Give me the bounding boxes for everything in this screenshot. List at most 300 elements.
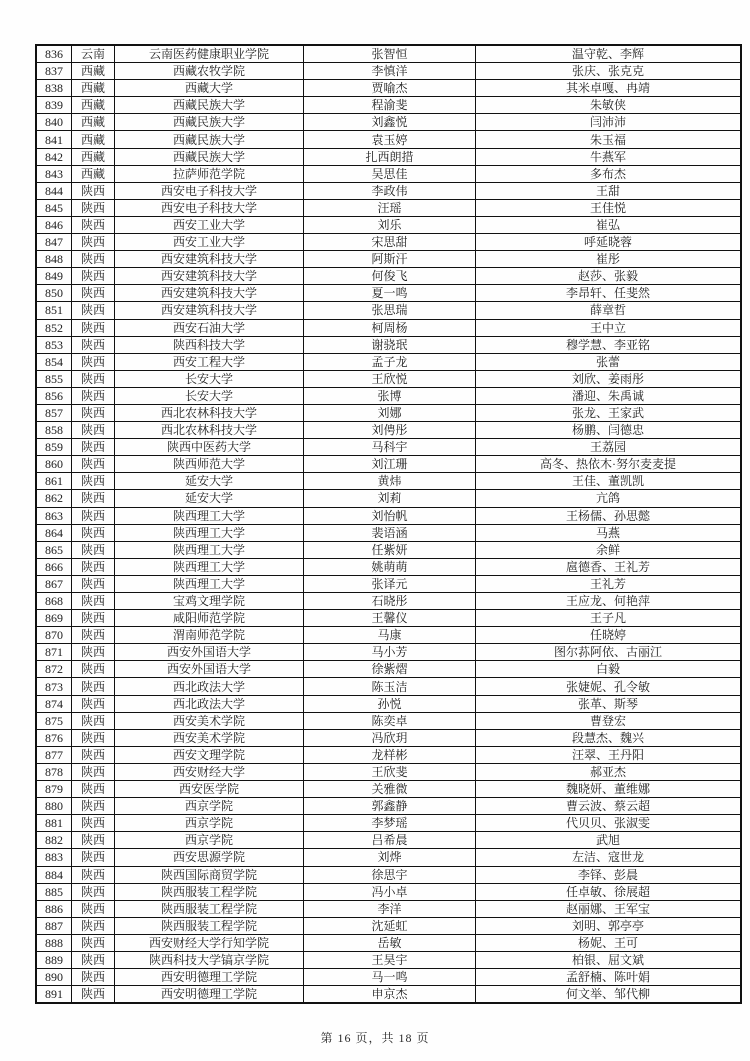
cell-university: 陕西理工大学 bbox=[115, 507, 304, 524]
cell-advisors: 段慧杰、魏兴 bbox=[476, 729, 742, 746]
table-row bbox=[36, 473, 741, 490]
cell-province: 陕西 bbox=[72, 815, 115, 832]
table-row bbox=[36, 746, 741, 763]
cell-university: 西安建筑科技大学 bbox=[115, 268, 304, 285]
cell-index: 855 bbox=[36, 370, 72, 387]
cell-province: 陕西 bbox=[72, 541, 115, 558]
award-list-table bbox=[35, 44, 742, 1004]
cell-index: 886 bbox=[36, 900, 72, 917]
cell-province: 陕西 bbox=[72, 456, 115, 473]
table-row bbox=[36, 866, 741, 883]
cell-student: 贾喻杰 bbox=[304, 80, 476, 97]
cell-university: 西安外国语大学 bbox=[115, 644, 304, 661]
cell-student: 王昊宇 bbox=[304, 951, 476, 968]
cell-advisors: 魏晓妍、董维娜 bbox=[476, 781, 742, 798]
cell-university: 西藏民族大学 bbox=[115, 131, 304, 148]
cell-student: 冯欣玥 bbox=[304, 729, 476, 746]
cell-university: 西北政法大学 bbox=[115, 678, 304, 695]
cell-student: 黄炜 bbox=[304, 473, 476, 490]
table-row bbox=[36, 558, 741, 575]
cell-advisors: 穆学慧、李亚铭 bbox=[476, 336, 742, 353]
cell-index: 879 bbox=[36, 781, 72, 798]
cell-index: 837 bbox=[36, 63, 72, 80]
cell-index: 839 bbox=[36, 97, 72, 114]
cell-province: 西藏 bbox=[72, 63, 115, 80]
cell-province: 陕西 bbox=[72, 763, 115, 780]
cell-index: 888 bbox=[36, 934, 72, 951]
cell-university: 延安大学 bbox=[115, 490, 304, 507]
cell-province: 陕西 bbox=[72, 319, 115, 336]
cell-advisors: 王荔园 bbox=[476, 439, 742, 456]
cell-advisors: 其米卓嘎、冉靖 bbox=[476, 80, 742, 97]
cell-advisors: 闫沛沛 bbox=[476, 114, 742, 131]
cell-student: 孙悦 bbox=[304, 695, 476, 712]
cell-province: 陕西 bbox=[72, 524, 115, 541]
cell-university: 西安石油大学 bbox=[115, 319, 304, 336]
cell-university: 西京学院 bbox=[115, 815, 304, 832]
cell-province: 陕西 bbox=[72, 182, 115, 199]
cell-university: 西安建筑科技大学 bbox=[115, 302, 304, 319]
cell-university: 西安电子科技大学 bbox=[115, 199, 304, 216]
cell-university: 陕西理工大学 bbox=[115, 541, 304, 558]
cell-province: 陕西 bbox=[72, 593, 115, 610]
table-row bbox=[36, 832, 741, 849]
cell-index: 862 bbox=[36, 490, 72, 507]
cell-advisors: 潘迎、朱禹诚 bbox=[476, 387, 742, 404]
cell-student: 袁玉婷 bbox=[304, 131, 476, 148]
cell-province: 西藏 bbox=[72, 97, 115, 114]
cell-student: 张智恒 bbox=[304, 45, 476, 63]
cell-province: 陕西 bbox=[72, 627, 115, 644]
cell-province: 陕西 bbox=[72, 661, 115, 678]
cell-student: 张思瑞 bbox=[304, 302, 476, 319]
cell-student: 吕希晨 bbox=[304, 832, 476, 849]
cell-student: 徐思宇 bbox=[304, 866, 476, 883]
cell-index: 843 bbox=[36, 165, 72, 182]
cell-student: 扎西朗措 bbox=[304, 148, 476, 165]
cell-student: 姚萌萌 bbox=[304, 558, 476, 575]
cell-index: 890 bbox=[36, 969, 72, 986]
cell-province: 陕西 bbox=[72, 268, 115, 285]
table-row bbox=[36, 986, 741, 1004]
cell-province: 陕西 bbox=[72, 251, 115, 268]
cell-university: 云南医药健康职业学院 bbox=[115, 45, 304, 63]
table-row bbox=[36, 216, 741, 233]
table-row bbox=[36, 781, 741, 798]
table-row bbox=[36, 268, 741, 285]
table-row bbox=[36, 661, 741, 678]
table-row bbox=[36, 610, 741, 627]
cell-index: 887 bbox=[36, 917, 72, 934]
cell-advisors: 王礼芳 bbox=[476, 575, 742, 592]
cell-index: 864 bbox=[36, 524, 72, 541]
cell-student: 陈玉洁 bbox=[304, 678, 476, 695]
cell-university: 西北政法大学 bbox=[115, 695, 304, 712]
cell-university: 西京学院 bbox=[115, 832, 304, 849]
cell-index: 881 bbox=[36, 815, 72, 832]
cell-university: 西安美术学院 bbox=[115, 729, 304, 746]
cell-advisors: 赵莎、张毅 bbox=[476, 268, 742, 285]
cell-university: 陕西理工大学 bbox=[115, 575, 304, 592]
cell-advisors: 多布杰 bbox=[476, 165, 742, 182]
cell-index: 883 bbox=[36, 849, 72, 866]
cell-advisors: 扈德香、王礼芳 bbox=[476, 558, 742, 575]
cell-advisors: 张庆、张克克 bbox=[476, 63, 742, 80]
table-row bbox=[36, 456, 741, 473]
cell-student: 阿斯汗 bbox=[304, 251, 476, 268]
cell-student: 任紫妍 bbox=[304, 541, 476, 558]
cell-advisors: 高冬、热依木·努尔麦麦提 bbox=[476, 456, 742, 473]
cell-advisors: 何文举、邹代柳 bbox=[476, 986, 742, 1004]
table-row bbox=[36, 234, 741, 251]
table-row bbox=[36, 849, 741, 866]
cell-province: 陕西 bbox=[72, 370, 115, 387]
table-row bbox=[36, 900, 741, 917]
cell-student: 柯周杨 bbox=[304, 319, 476, 336]
cell-university: 西安明德理工学院 bbox=[115, 986, 304, 1004]
cell-university: 陕西中医药大学 bbox=[115, 439, 304, 456]
cell-advisors: 张蕾 bbox=[476, 353, 742, 370]
cell-student: 王欣斐 bbox=[304, 763, 476, 780]
cell-advisors: 崔彤 bbox=[476, 251, 742, 268]
table-row bbox=[36, 575, 741, 592]
cell-province: 陕西 bbox=[72, 473, 115, 490]
cell-advisors: 呼延晓蓉 bbox=[476, 234, 742, 251]
cell-university: 陕西理工大学 bbox=[115, 558, 304, 575]
cell-university: 长安大学 bbox=[115, 370, 304, 387]
table-row bbox=[36, 627, 741, 644]
table-row bbox=[36, 917, 741, 934]
table-row bbox=[36, 336, 741, 353]
table-row bbox=[36, 45, 741, 63]
cell-student: 刘烨 bbox=[304, 849, 476, 866]
cell-index: 851 bbox=[36, 302, 72, 319]
cell-province: 陕西 bbox=[72, 336, 115, 353]
table-row bbox=[36, 541, 741, 558]
cell-university: 陕西服装工程学院 bbox=[115, 900, 304, 917]
cell-province: 陕西 bbox=[72, 917, 115, 934]
table-row bbox=[36, 148, 741, 165]
cell-university: 西藏民族大学 bbox=[115, 97, 304, 114]
cell-advisors: 温守乾、李辉 bbox=[476, 45, 742, 63]
table-row bbox=[36, 370, 741, 387]
cell-student: 刘俜彤 bbox=[304, 422, 476, 439]
cell-index: 882 bbox=[36, 832, 72, 849]
cell-province: 陕西 bbox=[72, 900, 115, 917]
cell-index: 842 bbox=[36, 148, 72, 165]
cell-university: 西藏民族大学 bbox=[115, 114, 304, 131]
cell-index: 841 bbox=[36, 131, 72, 148]
cell-advisors: 刘明、郭亭亭 bbox=[476, 917, 742, 934]
cell-index: 871 bbox=[36, 644, 72, 661]
cell-university: 西北农林科技大学 bbox=[115, 404, 304, 421]
cell-province: 陕西 bbox=[72, 866, 115, 883]
cell-province: 陕西 bbox=[72, 558, 115, 575]
cell-advisors: 王应龙、何艳萍 bbox=[476, 593, 742, 610]
cell-index: 873 bbox=[36, 678, 72, 695]
cell-university: 长安大学 bbox=[115, 387, 304, 404]
cell-advisors: 余鲜 bbox=[476, 541, 742, 558]
cell-student: 程渝斐 bbox=[304, 97, 476, 114]
cell-university: 西安医学院 bbox=[115, 781, 304, 798]
cell-advisors: 武旭 bbox=[476, 832, 742, 849]
cell-advisors: 王子凡 bbox=[476, 610, 742, 627]
cell-university: 西安工业大学 bbox=[115, 216, 304, 233]
table-row bbox=[36, 165, 741, 182]
cell-province: 云南 bbox=[72, 45, 115, 63]
cell-advisors: 郝亚杰 bbox=[476, 763, 742, 780]
cell-advisors: 任卓敏、徐展超 bbox=[476, 883, 742, 900]
cell-university: 陕西服装工程学院 bbox=[115, 917, 304, 934]
cell-province: 陕西 bbox=[72, 678, 115, 695]
table-row bbox=[36, 969, 741, 986]
cell-student: 刘怡帆 bbox=[304, 507, 476, 524]
cell-index: 859 bbox=[36, 439, 72, 456]
cell-student: 李洋 bbox=[304, 900, 476, 917]
cell-student: 石晓彤 bbox=[304, 593, 476, 610]
cell-student: 马一鸣 bbox=[304, 969, 476, 986]
cell-advisors: 曹登宏 bbox=[476, 712, 742, 729]
table-row bbox=[36, 883, 741, 900]
table-row bbox=[36, 114, 741, 131]
cell-advisors: 曹云波、蔡云超 bbox=[476, 798, 742, 815]
table-row bbox=[36, 644, 741, 661]
cell-university: 拉萨师范学院 bbox=[115, 165, 304, 182]
cell-student: 裴语涵 bbox=[304, 524, 476, 541]
table-row bbox=[36, 798, 741, 815]
cell-student: 刘莉 bbox=[304, 490, 476, 507]
table-row bbox=[36, 285, 741, 302]
cell-student: 张译元 bbox=[304, 575, 476, 592]
cell-index: 872 bbox=[36, 661, 72, 678]
cell-university: 陕西科技大学镐京学院 bbox=[115, 951, 304, 968]
cell-advisors: 崔弘 bbox=[476, 216, 742, 233]
cell-student: 陈奕卓 bbox=[304, 712, 476, 729]
cell-student: 郭鑫静 bbox=[304, 798, 476, 815]
cell-university: 西安财经大学 bbox=[115, 763, 304, 780]
cell-student: 岳敏 bbox=[304, 934, 476, 951]
cell-student: 张博 bbox=[304, 387, 476, 404]
cell-index: 838 bbox=[36, 80, 72, 97]
cell-advisors: 孟舒楠、陈叶娟 bbox=[476, 969, 742, 986]
cell-university: 西安建筑科技大学 bbox=[115, 285, 304, 302]
cell-student: 吴思佳 bbox=[304, 165, 476, 182]
cell-student: 徐紫熠 bbox=[304, 661, 476, 678]
cell-province: 陕西 bbox=[72, 712, 115, 729]
table-row bbox=[36, 319, 741, 336]
cell-province: 陕西 bbox=[72, 353, 115, 370]
table-row bbox=[36, 80, 741, 97]
cell-advisors: 马燕 bbox=[476, 524, 742, 541]
cell-province: 陕西 bbox=[72, 199, 115, 216]
table-row bbox=[36, 712, 741, 729]
table-row bbox=[36, 199, 741, 216]
cell-advisors: 牛燕军 bbox=[476, 148, 742, 165]
table-row bbox=[36, 439, 741, 456]
table-row bbox=[36, 404, 741, 421]
cell-index: 884 bbox=[36, 866, 72, 883]
cell-advisors: 白毅 bbox=[476, 661, 742, 678]
cell-province: 西藏 bbox=[72, 131, 115, 148]
cell-advisors: 代贝贝、张淑雯 bbox=[476, 815, 742, 832]
cell-student: 何俊飞 bbox=[304, 268, 476, 285]
table-row bbox=[36, 815, 741, 832]
cell-index: 875 bbox=[36, 712, 72, 729]
cell-index: 860 bbox=[36, 456, 72, 473]
cell-index: 865 bbox=[36, 541, 72, 558]
cell-index: 849 bbox=[36, 268, 72, 285]
cell-student: 马康 bbox=[304, 627, 476, 644]
cell-university: 咸阳师范学院 bbox=[115, 610, 304, 627]
table-row bbox=[36, 131, 741, 148]
cell-advisors: 王佳、董凯凯 bbox=[476, 473, 742, 490]
cell-student: 刘娜 bbox=[304, 404, 476, 421]
cell-student: 夏一鸣 bbox=[304, 285, 476, 302]
cell-advisors: 任晓婷 bbox=[476, 627, 742, 644]
cell-province: 西藏 bbox=[72, 148, 115, 165]
cell-index: 863 bbox=[36, 507, 72, 524]
cell-advisors: 王甜 bbox=[476, 182, 742, 199]
table-row bbox=[36, 593, 741, 610]
table-row bbox=[36, 387, 741, 404]
cell-student: 冯小卓 bbox=[304, 883, 476, 900]
cell-province: 陕西 bbox=[72, 610, 115, 627]
cell-province: 陕西 bbox=[72, 781, 115, 798]
table-row bbox=[36, 422, 741, 439]
table-row bbox=[36, 678, 741, 695]
cell-advisors: 李铎、彭晨 bbox=[476, 866, 742, 883]
cell-province: 陕西 bbox=[72, 387, 115, 404]
cell-index: 836 bbox=[36, 45, 72, 63]
cell-student: 沈延虹 bbox=[304, 917, 476, 934]
cell-university: 西安美术学院 bbox=[115, 712, 304, 729]
cell-index: 854 bbox=[36, 353, 72, 370]
table-row bbox=[36, 490, 741, 507]
cell-province: 陕西 bbox=[72, 285, 115, 302]
table-row bbox=[36, 353, 741, 370]
cell-index: 889 bbox=[36, 951, 72, 968]
cell-student: 王欣悦 bbox=[304, 370, 476, 387]
cell-province: 西藏 bbox=[72, 114, 115, 131]
cell-province: 陕西 bbox=[72, 490, 115, 507]
cell-index: 856 bbox=[36, 387, 72, 404]
table-row bbox=[36, 695, 741, 712]
cell-province: 陕西 bbox=[72, 883, 115, 900]
cell-province: 陕西 bbox=[72, 302, 115, 319]
cell-university: 陕西理工大学 bbox=[115, 524, 304, 541]
cell-province: 陕西 bbox=[72, 695, 115, 712]
cell-university: 西安明德理工学院 bbox=[115, 969, 304, 986]
cell-index: 858 bbox=[36, 422, 72, 439]
cell-province: 陕西 bbox=[72, 969, 115, 986]
table-row bbox=[36, 97, 741, 114]
cell-university: 西藏大学 bbox=[115, 80, 304, 97]
cell-province: 陕西 bbox=[72, 832, 115, 849]
cell-advisors: 赵丽娜、王军宝 bbox=[476, 900, 742, 917]
cell-index: 844 bbox=[36, 182, 72, 199]
cell-advisors: 亢鸽 bbox=[476, 490, 742, 507]
cell-index: 878 bbox=[36, 763, 72, 780]
cell-advisors: 杨妮、王可 bbox=[476, 934, 742, 951]
cell-advisors: 王中立 bbox=[476, 319, 742, 336]
table-row bbox=[36, 63, 741, 80]
cell-advisors: 王杨儒、孙思懿 bbox=[476, 507, 742, 524]
cell-index: 847 bbox=[36, 234, 72, 251]
cell-province: 陕西 bbox=[72, 439, 115, 456]
cell-index: 867 bbox=[36, 575, 72, 592]
cell-index: 848 bbox=[36, 251, 72, 268]
page-number-footer: 第 16 页，共 18 页 bbox=[320, 1031, 430, 1045]
cell-index: 891 bbox=[36, 986, 72, 1004]
cell-university: 西安文理学院 bbox=[115, 746, 304, 763]
cell-advisors: 刘欣、姜雨彤 bbox=[476, 370, 742, 387]
cell-university: 西安电子科技大学 bbox=[115, 182, 304, 199]
cell-advisors: 朱敏侠 bbox=[476, 97, 742, 114]
cell-index: 874 bbox=[36, 695, 72, 712]
cell-province: 陕西 bbox=[72, 798, 115, 815]
cell-province: 陕西 bbox=[72, 507, 115, 524]
cell-index: 866 bbox=[36, 558, 72, 575]
cell-province: 陕西 bbox=[72, 729, 115, 746]
cell-student: 李梦瑶 bbox=[304, 815, 476, 832]
cell-student: 申京杰 bbox=[304, 986, 476, 1004]
cell-index: 885 bbox=[36, 883, 72, 900]
cell-province: 西藏 bbox=[72, 80, 115, 97]
cell-university: 西京学院 bbox=[115, 798, 304, 815]
cell-student: 刘鑫悦 bbox=[304, 114, 476, 131]
table-row bbox=[36, 182, 741, 199]
cell-university: 西北农林科技大学 bbox=[115, 422, 304, 439]
cell-university: 西安外国语大学 bbox=[115, 661, 304, 678]
cell-student: 宋思甜 bbox=[304, 234, 476, 251]
table-row bbox=[36, 729, 741, 746]
cell-advisors: 杨鹏、闫德忠 bbox=[476, 422, 742, 439]
cell-advisors: 左洁、寇世龙 bbox=[476, 849, 742, 866]
cell-advisors: 柏银、屈文斌 bbox=[476, 951, 742, 968]
cell-province: 陕西 bbox=[72, 746, 115, 763]
cell-advisors: 张龙、王家武 bbox=[476, 404, 742, 421]
cell-advisors: 图尔荪阿依、古丽江 bbox=[476, 644, 742, 661]
cell-province: 陕西 bbox=[72, 951, 115, 968]
cell-university: 陕西科技大学 bbox=[115, 336, 304, 353]
table-row bbox=[36, 934, 741, 951]
cell-province: 陕西 bbox=[72, 934, 115, 951]
cell-index: 869 bbox=[36, 610, 72, 627]
cell-student: 刘江珊 bbox=[304, 456, 476, 473]
cell-index: 876 bbox=[36, 729, 72, 746]
cell-university: 陕西师范大学 bbox=[115, 456, 304, 473]
table-row bbox=[36, 507, 741, 524]
cell-province: 陕西 bbox=[72, 986, 115, 1004]
cell-province: 陕西 bbox=[72, 422, 115, 439]
table-row bbox=[36, 763, 741, 780]
cell-index: 857 bbox=[36, 404, 72, 421]
cell-university: 西安工业大学 bbox=[115, 234, 304, 251]
cell-student: 关雅微 bbox=[304, 781, 476, 798]
cell-student: 李慎洋 bbox=[304, 63, 476, 80]
cell-university: 陕西服装工程学院 bbox=[115, 883, 304, 900]
table-row bbox=[36, 251, 741, 268]
cell-student: 王馨仪 bbox=[304, 610, 476, 627]
cell-university: 西藏民族大学 bbox=[115, 148, 304, 165]
cell-province: 陕西 bbox=[72, 216, 115, 233]
cell-index: 852 bbox=[36, 319, 72, 336]
cell-university: 西安思源学院 bbox=[115, 849, 304, 866]
cell-index: 846 bbox=[36, 216, 72, 233]
cell-university: 西安建筑科技大学 bbox=[115, 251, 304, 268]
cell-advisors: 张婕妮、孔令敏 bbox=[476, 678, 742, 695]
cell-student: 马小芳 bbox=[304, 644, 476, 661]
